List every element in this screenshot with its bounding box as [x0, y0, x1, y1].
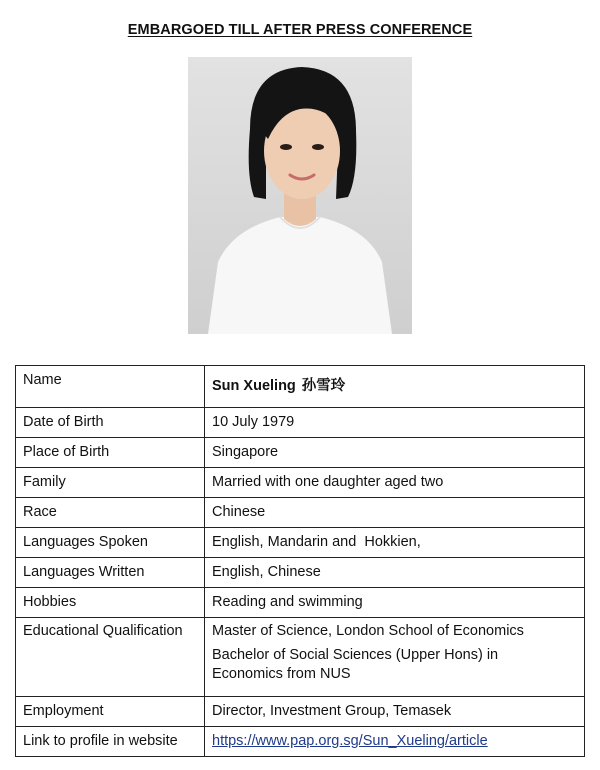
dob-value: 10 July 1979: [205, 408, 585, 438]
languages-spoken-value: English, Mandarin and Hokkien,: [205, 528, 585, 558]
pob-label: Place of Birth: [16, 438, 205, 468]
profile-link-label: Link to profile in website: [16, 727, 205, 757]
hobbies-label: Hobbies: [16, 588, 205, 618]
table-row: [16, 366, 585, 408]
languages-written-value: English, Chinese: [205, 558, 585, 588]
race-label: Race: [16, 498, 205, 528]
employment-value: Director, Investment Group, Temasek: [205, 697, 585, 727]
dob-label: Date of Birth: [16, 408, 205, 438]
profile-link-cell: [205, 727, 585, 757]
table-row: [16, 468, 585, 498]
profile-link[interactable]: https://www.pap.org.sg/Sun_Xueling/article: [212, 733, 488, 749]
name-chinese: 孙雪玲: [301, 378, 346, 394]
table-row: [16, 438, 585, 468]
portrait-illustration: [188, 57, 412, 334]
education-label: Educational Qualification: [16, 618, 205, 697]
name-cell: [205, 366, 585, 408]
education-line-bachelors-cont: Economics from NUS: [212, 666, 351, 682]
table-row: [16, 727, 585, 757]
name-label: Name: [16, 366, 205, 408]
table-row: [16, 558, 585, 588]
embargo-header: [0, 22, 600, 38]
profile-table: [15, 365, 585, 757]
name-value: Sun Xueling: [212, 378, 296, 394]
table-row: [16, 498, 585, 528]
education-cell: [205, 618, 585, 697]
hobbies-value: Reading and swimming: [205, 588, 585, 618]
languages-spoken-label: Languages Spoken: [16, 528, 205, 558]
table-row: [16, 588, 585, 618]
employment-label: Employment: [16, 697, 205, 727]
pob-value: Singapore: [205, 438, 585, 468]
languages-written-label: Languages Written: [16, 558, 205, 588]
table-row: [16, 528, 585, 558]
education-line-masters: Master of Science, London School of Economics: [212, 623, 524, 639]
portrait-photo: [188, 57, 412, 334]
table-row: [16, 697, 585, 727]
race-value: Chinese: [205, 498, 585, 528]
table-row: [16, 618, 585, 697]
table-row: [16, 408, 585, 438]
family-label: Family: [16, 468, 205, 498]
education-line-bachelors: Bachelor of Social Sciences (Upper Hons) in: [212, 647, 499, 663]
family-value: Married with one daughter aged two: [205, 468, 585, 498]
embargo-header-text: EMBARGOED TILL AFTER PRESS CONFERENCE: [127, 22, 473, 38]
